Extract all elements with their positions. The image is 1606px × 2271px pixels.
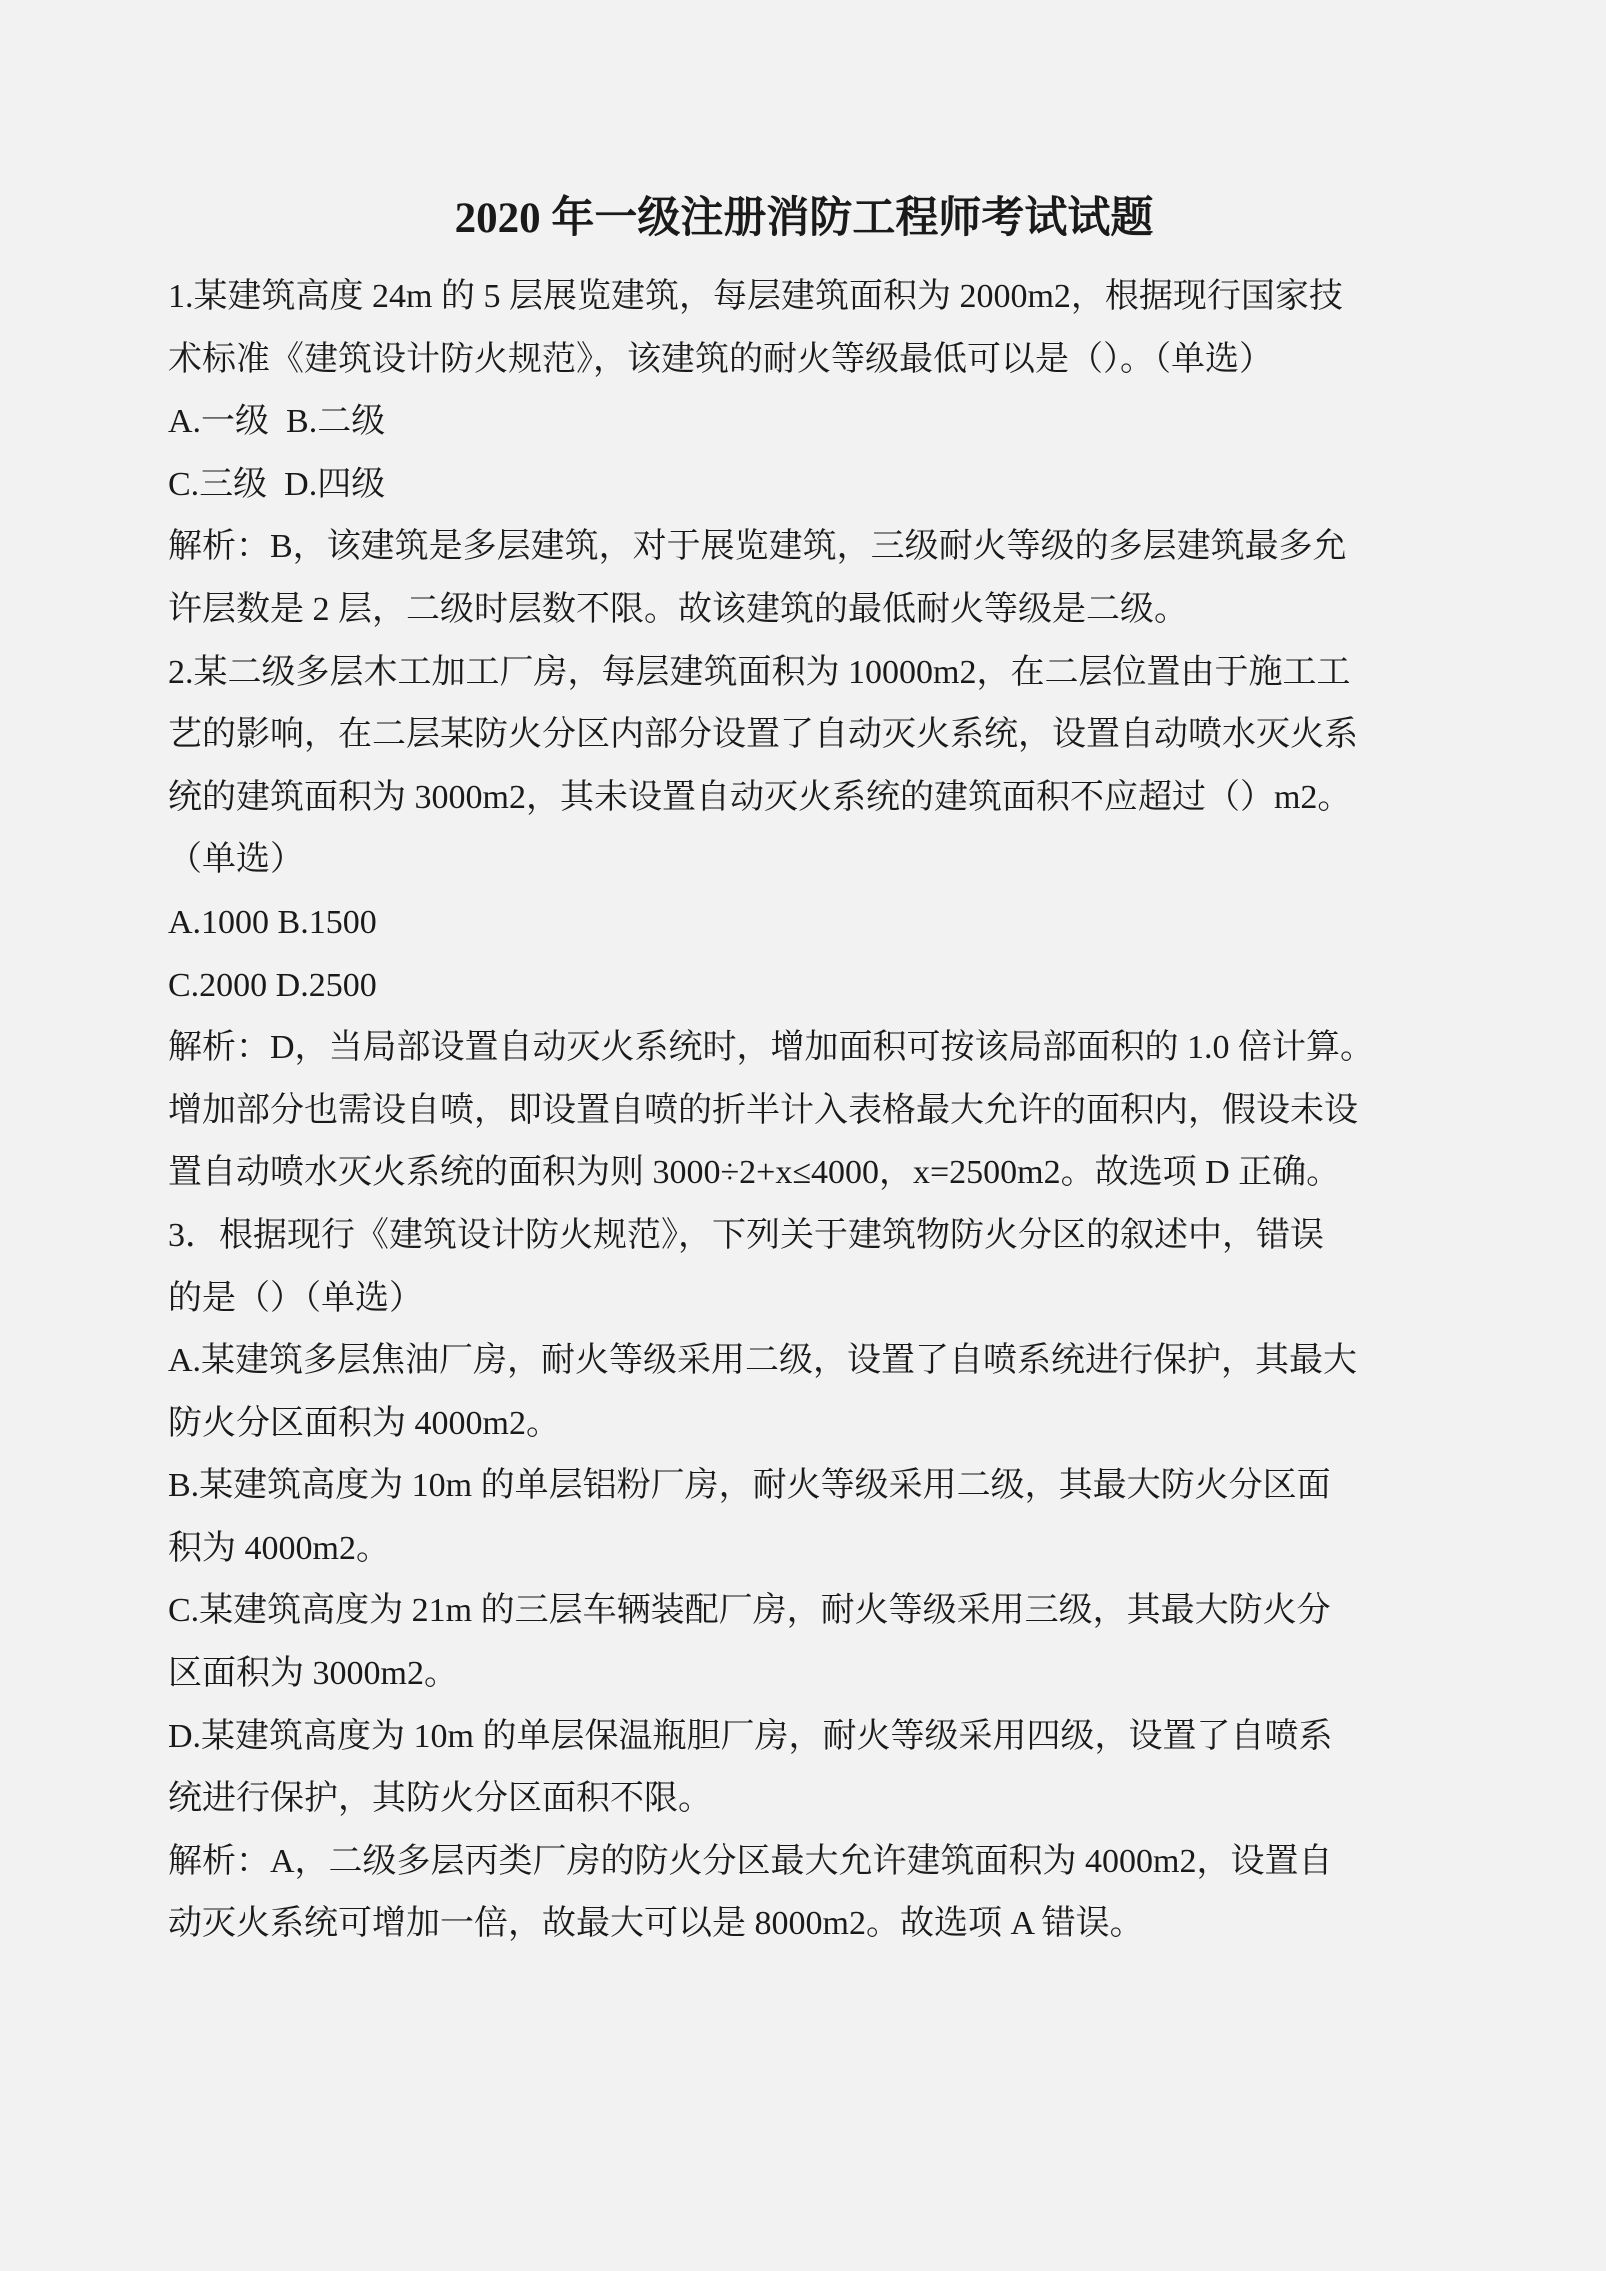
q3-option-a-line-2: 防火分区面积为 4000m2。 — [168, 1404, 560, 1442]
q1-analysis-line-2: 许层数是 2 层，二级时层数不限。故该建筑的最低耐火等级是二级。 — [168, 590, 1188, 628]
question-2 — [168, 642, 1440, 1205]
q3-option-d-line-2: 统进行保护，其防火分区面积不限。 — [168, 1780, 712, 1818]
q2-analysis-line-2: 增加部分也需设自喷，即设置自喷的折半计入表格最大允许的面积内，假设未设 — [168, 1091, 1358, 1129]
q3-option-d-line-1: D.某建筑高度为 10m 的单层保温瓶胆厂房，耐火等级采用四级，设置了自喷系 — [168, 1717, 1333, 1755]
q1-analysis-line-1: 解析：B，该建筑是多层建筑，对于展览建筑，三级耐火等级的多层建筑最多允 — [168, 528, 1347, 566]
q2-analysis-line-3: 置自动喷水灭火系统的面积为则 3000÷2+x≤4000，x=2500m2。故选项 D 正确。 — [168, 1154, 1341, 1192]
page-title: 2020 年一级注册消防工程师考试试题 — [454, 195, 1154, 242]
document-content — [168, 188, 1440, 1956]
q3-stem-line-1: 3．根据现行《建筑设计防火规范》，下列关于建筑物防火分区的叙述中，错误 — [168, 1216, 1324, 1254]
q3-analysis-line-1: 解析：A，二级多层丙类厂房的防火分区最大允许建筑面积为 4000m2，设置自 — [168, 1842, 1333, 1880]
q3-stem-line-2: 的是（）（单选） — [168, 1279, 423, 1317]
q3-option-c-line-2: 区面积为 3000m2。 — [168, 1655, 458, 1693]
q1-stem-line-1: 1.某建筑高度 24m 的 5 层展览建筑，每层建筑面积为 2000m2，根据现行国家技 — [168, 278, 1343, 315]
q2-options-ab: A.1000 B.1500 — [168, 903, 377, 941]
q1-stem-line-2: 术标准《建筑设计防火规范》，该建筑的耐火等级最低可以是（）。（单选） — [168, 340, 1273, 378]
q3-option-c-line-1: C.某建筑高度为 21m 的三层车辆装配厂房，耐火等级采用三级，其最大防火分 — [168, 1592, 1331, 1630]
q2-analysis-line-1: 解析：D，当局部设置自动灭火系统时，增加面积可按该局部面积的 1.0 倍计算。 — [168, 1029, 1375, 1067]
q3-analysis-line-2: 动灭火系统可增加一倍，故最大可以是 8000m2。故选项 A 错误。 — [168, 1905, 1144, 1943]
q3-option-b-line-2: 积为 4000m2。 — [168, 1529, 390, 1567]
q3-option-a-line-1: A.某建筑多层焦油厂房，耐火等级采用二级，设置了自喷系统进行保护，其最大 — [168, 1342, 1358, 1380]
q2-stem-line-4: （单选） — [168, 841, 304, 879]
q2-options-cd: C.2000 D.2500 — [168, 966, 377, 1004]
q1-options-cd: C.三级 D.四级 — [168, 465, 386, 503]
question-3 — [168, 1205, 1440, 1956]
question-1 — [168, 266, 1440, 642]
q2-stem-line-2: 艺的影响，在二层某防火分区内部分设置了自动灭火系统，设置自动喷水灭火系 — [168, 716, 1358, 754]
q3-option-b-line-1: B.某建筑高度为 10m 的单层铝粉厂房，耐火等级采用二级，其最大防火分区面 — [168, 1467, 1331, 1505]
q1-options-ab: A.一级 B.二级 — [168, 403, 386, 441]
q2-stem-line-3: 统的建筑面积为 3000m2，其未设置自动灭火系统的建筑面积不应超过（）m2。 — [168, 778, 1352, 816]
q2-stem-line-1: 2.某二级多层木工加工厂房，每层建筑面积为 10000m2，在二层位置由于施工工 — [168, 653, 1351, 691]
